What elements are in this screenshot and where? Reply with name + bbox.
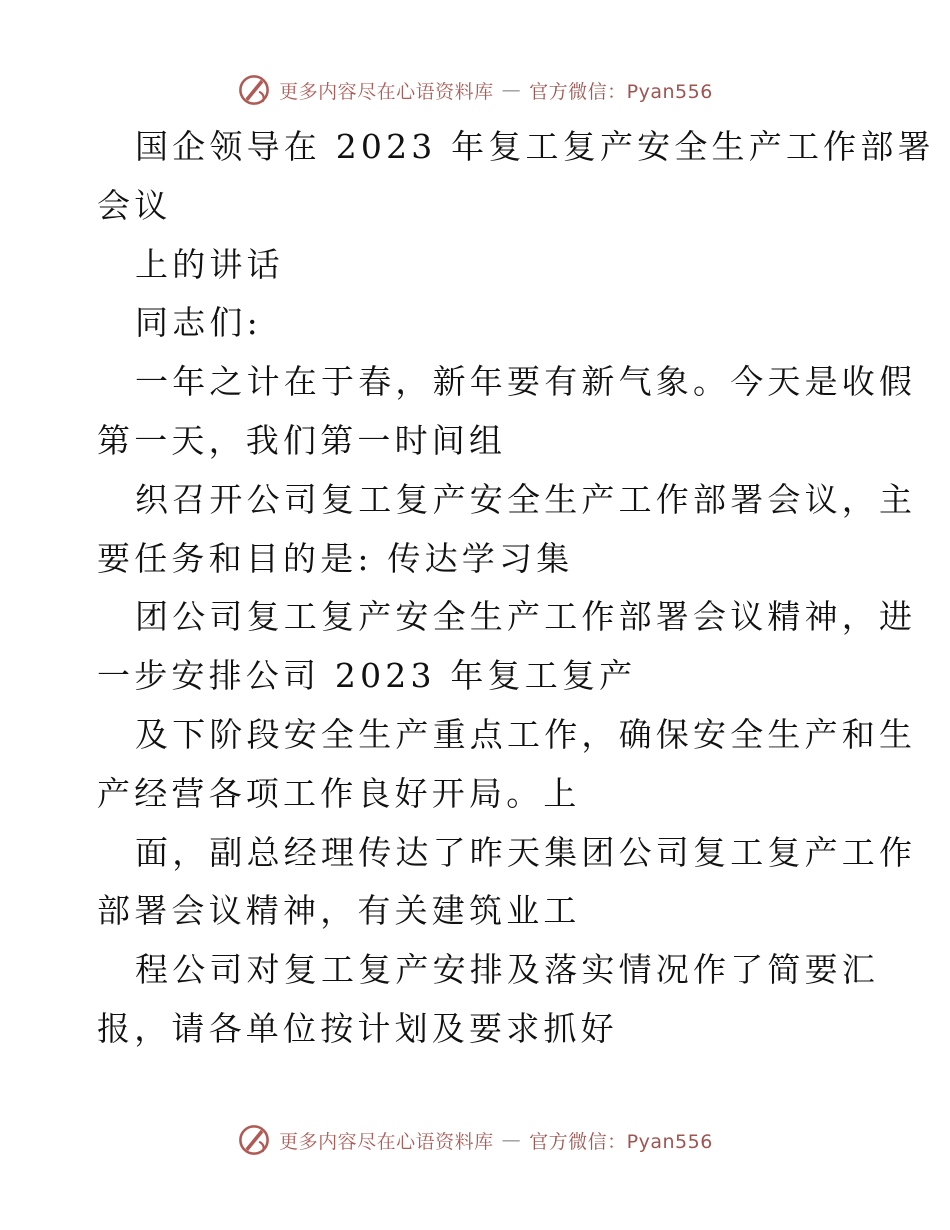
watermark-main-text: 更多内容尽在心语资料库: [279, 80, 494, 103]
document-title-line-1: 国企领导在 2023 年复工复产安全生产工作部署: [135, 127, 935, 166]
paragraph-line: 产经营各项工作良好开局。上: [97, 773, 581, 813]
paragraph-line: 报，请各单位按计划及要求抓好: [97, 1008, 618, 1048]
paragraph-line: 一年之计在于春，新年要有新气象。今天是收假: [135, 362, 917, 402]
paragraph-line: 织召开公司复工复产安全生产工作部署会议，主: [135, 479, 917, 519]
paragraph-line: 及下阶段安全生产重点工作，确保安全生产和生: [135, 714, 917, 754]
document-body: [97, 118, 935, 1059]
paragraph-line: 一步安排公司 2023 年复工复产: [97, 656, 637, 696]
paragraph-line: 第一天，我们第一时间组: [97, 420, 507, 460]
document-title-line-3: 上的讲话: [135, 244, 284, 284]
quill-pen-logo-icon: [237, 73, 271, 107]
quill-pen-logo-icon: [237, 1123, 271, 1157]
paragraph-line: 面，副总经理传达了昨天集团公司复工复产工作: [135, 832, 917, 872]
paragraph-line: 团公司复工复产安全生产工作部署会议精神，进: [135, 597, 917, 637]
watermark-wechat-text: 官方微信：Pyan556: [529, 80, 713, 103]
salutation-line: 同志们:: [135, 303, 262, 343]
document-title-line-2: 会议: [97, 185, 172, 225]
watermark-separator: —: [501, 1129, 522, 1151]
header-watermark: [0, 70, 950, 110]
watermark-main-text: 更多内容尽在心语资料库: [279, 1130, 494, 1153]
paragraph-line: 程公司对复工复产安排及落实情况作了简要汇: [135, 950, 879, 990]
footer-watermark: [0, 1120, 950, 1160]
paragraph-line: 要任务和目的是: 传达学习集: [97, 538, 574, 578]
watermark-separator: —: [501, 79, 522, 101]
watermark-wechat-text: 官方微信：Pyan556: [529, 1130, 713, 1153]
paragraph-line: 部署会议精神，有关建筑业工: [97, 891, 581, 931]
